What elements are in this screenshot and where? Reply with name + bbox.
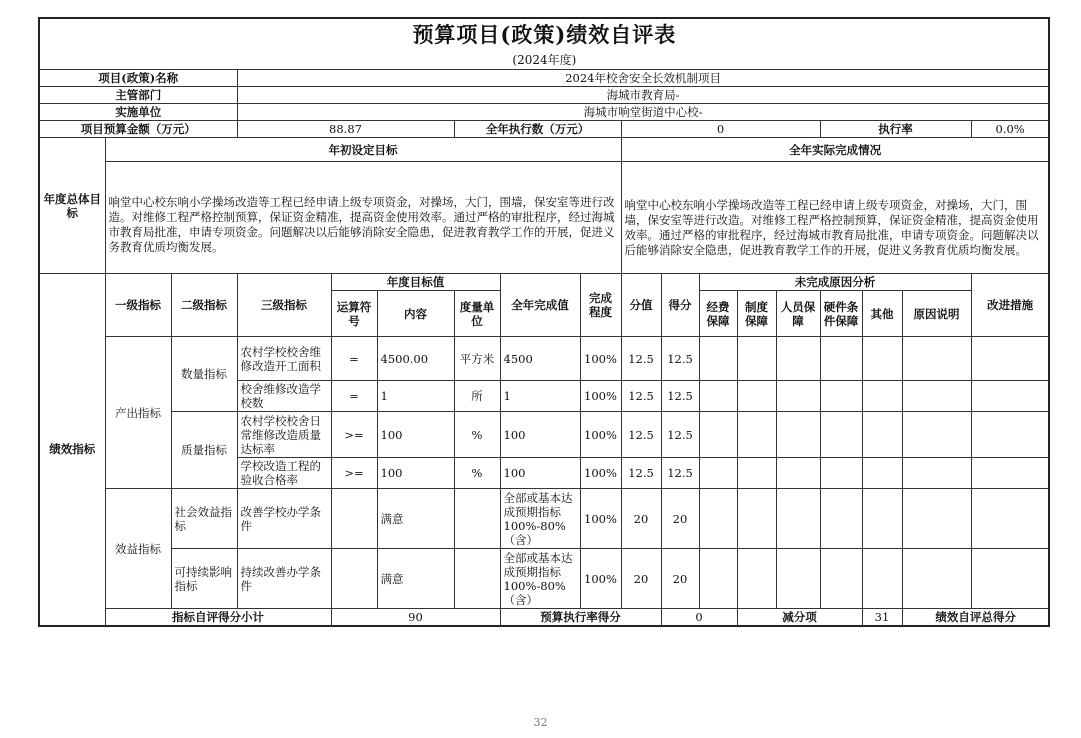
unit-cell <box>454 549 500 609</box>
got-cell: 12.5 <box>661 458 699 489</box>
project-name-label: 项目(政策)名称 <box>39 70 237 87</box>
table-row <box>39 489 1049 549</box>
reason-funding-header: 经费保障 <box>699 291 737 337</box>
got-cell: 12.5 <box>661 337 699 381</box>
reason-system-header: 制度保障 <box>737 291 776 337</box>
table-title: 预算项目(政策)绩效自评表 <box>39 18 1049 51</box>
content-cell: 1 <box>377 381 454 412</box>
level3-name: 农村学校校舍维修改造开工面积 <box>237 337 331 381</box>
self-evaluation-table <box>38 17 1050 627</box>
reason-desc-header: 原因说明 <box>902 291 971 337</box>
exec-score-value: 0 <box>661 609 737 626</box>
op-cell <box>331 549 377 609</box>
unit-label: 实施单位 <box>39 104 237 121</box>
level3-name: 学校改造工程的验收合格率 <box>237 458 331 489</box>
op-header: 运算符号 <box>331 291 377 337</box>
table-row <box>39 337 1049 381</box>
actual-cell: 100 <box>500 412 580 458</box>
unit-cell: 平方米 <box>454 337 500 381</box>
unit-cell: % <box>454 458 500 489</box>
level3-name: 持续改善办学条件 <box>237 549 331 609</box>
score-header: 分值 <box>621 274 661 337</box>
completion-cell: 100% <box>580 549 621 609</box>
budget-value: 88.87 <box>237 121 454 138</box>
got-cell: 20 <box>661 489 699 549</box>
actual-cell: 4500 <box>500 337 580 381</box>
subtotal-value: 90 <box>331 609 500 626</box>
completion-cell: 100% <box>580 381 621 412</box>
initial-goal-text: 响堂中心校东响小学操场改造等工程已经申请上级专项资金，对操场，大门，围墙，保安室等进行改造。对维修工程严格控制预算，保证资金精准，提高资金使用效率。通过严格的审批程序，经过海城市教育局批准，申请专项资金。问题解决以后能够消除安全隐患，促进教育教学工作的开展，促进义务教育优质均衡发展。 <box>105 162 621 274</box>
unit-cell: 所 <box>454 381 500 412</box>
rate-label: 执行率 <box>820 121 971 138</box>
level3-header: 三级指标 <box>237 274 331 337</box>
dept-label: 主管部门 <box>39 87 237 104</box>
perf-indicator-label: 绩效指标 <box>39 274 105 626</box>
reason-other-header: 其他 <box>862 291 902 337</box>
score-cell: 12.5 <box>621 412 661 458</box>
unit-cell <box>454 489 500 549</box>
op-cell <box>331 489 377 549</box>
table-subtitle: (2024年度) <box>39 51 1049 70</box>
got-cell: 12.5 <box>661 412 699 458</box>
level3-name: 校舍维修改造学校数 <box>237 381 331 412</box>
score-cell: 20 <box>621 489 661 549</box>
reason-group-header: 未完成原因分析 <box>699 274 971 291</box>
improve-header: 改进措施 <box>971 274 1049 337</box>
completion-cell: 100% <box>580 458 621 489</box>
budget-label: 项目预算金额（万元） <box>39 121 237 138</box>
level2-header: 二级指标 <box>171 274 237 337</box>
reason-staff-header: 人员保障 <box>776 291 820 337</box>
content-cell: 满意 <box>377 489 454 549</box>
subtotal-label: 指标自评得分小计 <box>105 609 331 626</box>
output-indicator-label: 产出指标 <box>105 337 171 489</box>
got-cell: 20 <box>661 549 699 609</box>
project-name-value: 2024年校舍安全长效机制项目 <box>237 70 1049 87</box>
exec-value: 0 <box>621 121 820 138</box>
benefit-indicator-label: 效益指标 <box>105 489 171 609</box>
reason-hardware-header: 硬件条件保障 <box>820 291 862 337</box>
actual-cell: 100 <box>500 458 580 489</box>
got-cell: 12.5 <box>661 381 699 412</box>
op-cell: >= <box>331 412 377 458</box>
target-group-header: 年度目标值 <box>331 274 500 291</box>
content-cell: 4500.00 <box>377 337 454 381</box>
content-cell: 100 <box>377 412 454 458</box>
completion-header: 完成程度 <box>580 274 621 337</box>
actual-goal-header: 全年实际完成情况 <box>621 138 1049 162</box>
exec-score-label: 预算执行率得分 <box>500 609 661 626</box>
op-cell: = <box>331 381 377 412</box>
quantity-indicator-label: 数量指标 <box>171 337 237 412</box>
actual-cell: 全部或基本达成预期指标100%-80%（含） <box>500 489 580 549</box>
score-cell: 12.5 <box>621 337 661 381</box>
unit-cell: % <box>454 412 500 458</box>
score-cell: 12.5 <box>621 458 661 489</box>
actual-header: 全年完成值 <box>500 274 580 337</box>
initial-goal-header: 年初设定目标 <box>105 138 621 162</box>
unit-value: 海城市响堂街道中心校- <box>237 104 1049 121</box>
deduct-value: 31 <box>862 609 902 626</box>
content-header: 内容 <box>377 291 454 337</box>
completion-cell: 100% <box>580 412 621 458</box>
actual-cell: 1 <box>500 381 580 412</box>
social-indicator-label: 社会效益指标 <box>171 489 237 549</box>
sustain-indicator-label: 可持续影响指标 <box>171 549 237 609</box>
completion-cell: 100% <box>580 337 621 381</box>
page-number: 32 <box>533 716 548 729</box>
content-cell: 100 <box>377 458 454 489</box>
score-cell: 12.5 <box>621 381 661 412</box>
actual-cell: 全部或基本达成预期指标100%-80%（含） <box>500 549 580 609</box>
op-cell: >= <box>331 458 377 489</box>
level1-header: 一级指标 <box>105 274 171 337</box>
level3-name: 农村学校校舍日常维修改造质量达标率 <box>237 412 331 458</box>
exec-label: 全年执行数（万元） <box>454 121 621 138</box>
score-cell: 20 <box>621 549 661 609</box>
completion-cell: 100% <box>580 489 621 549</box>
actual-goal-text: 响堂中心校东响小学操场改造等工程已经申请上级专项资金，对操场，大门，围墙，保安室等进行改造。对维修工程严格控制预算，保证资金精准，提高资金使用效率。通过严格的审批程序，经过海城市教育局批准，申请专项资金。问题解决以后能够消除安全隐患，促进教育教学工作的开展，促进义务教育优质均衡发展。 <box>621 162 1049 274</box>
quality-indicator-label: 质量指标 <box>171 412 237 489</box>
rate-value: 0.0% <box>971 121 1049 138</box>
table-row <box>39 412 1049 458</box>
table-row <box>39 549 1049 609</box>
total-score-label: 绩效自评总得分 <box>902 609 1049 626</box>
level3-name: 改善学校办学条件 <box>237 489 331 549</box>
dept-value: 海城市教育局- <box>237 87 1049 104</box>
got-header: 得分 <box>661 274 699 337</box>
op-cell: = <box>331 337 377 381</box>
annual-goal-label: 年度总体目标 <box>39 138 105 274</box>
deduct-label: 减分项 <box>737 609 862 626</box>
unit-header: 度量单位 <box>454 291 500 337</box>
content-cell: 满意 <box>377 549 454 609</box>
